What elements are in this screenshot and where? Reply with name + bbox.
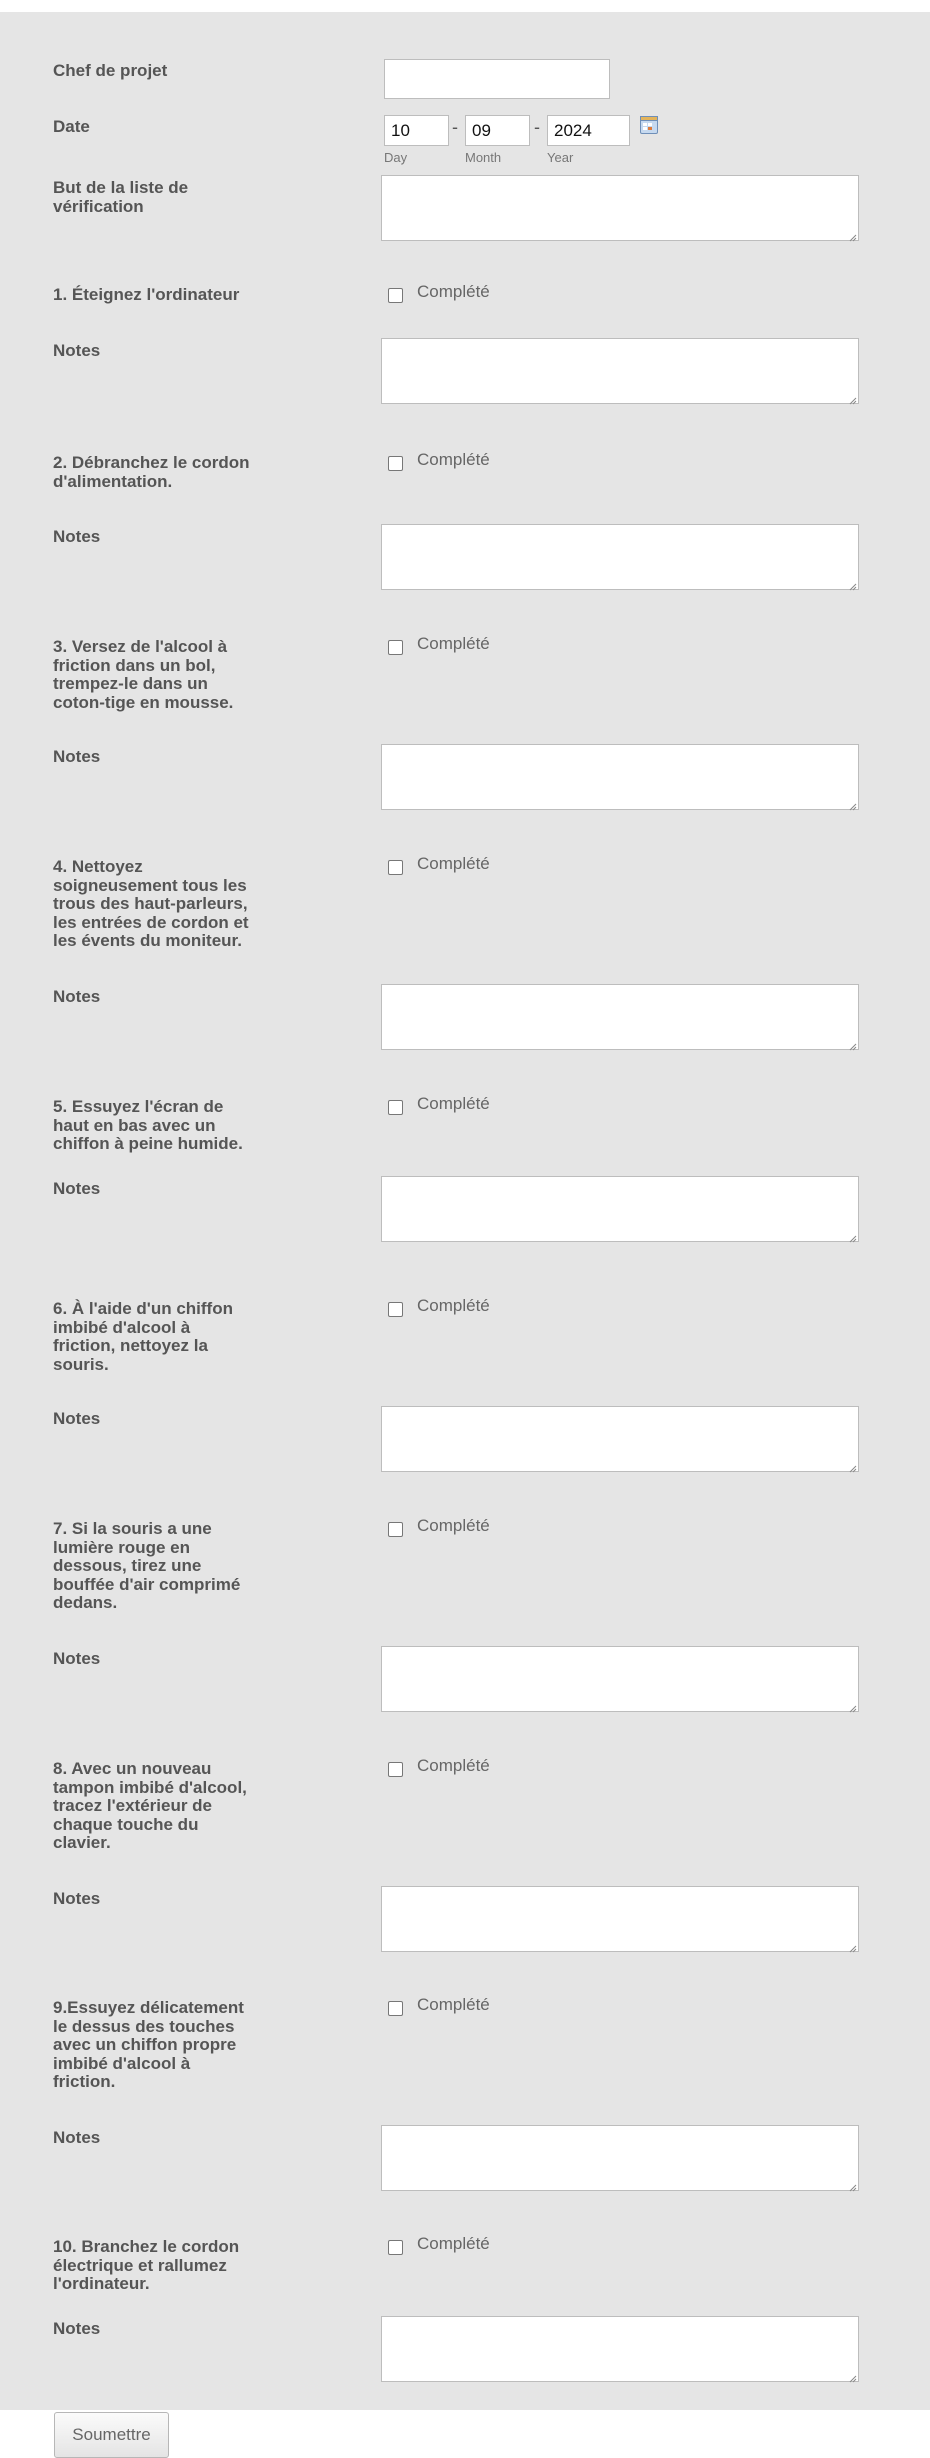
completed-checkbox[interactable] [388,1762,403,1777]
resize-grip-icon[interactable] [847,798,857,816]
completed-label[interactable]: Complété [417,1296,490,1315]
notes-label: Notes [53,1409,101,1428]
resize-grip-icon[interactable] [847,1940,857,1958]
step-label: 2. Débranchez le cordon d'alimentation. [53,453,250,491]
notes-label: Notes [53,747,101,766]
completed-label[interactable]: Complété [417,634,490,653]
completed-checkbox[interactable] [388,1100,403,1115]
resize-grip-icon[interactable] [847,1230,857,1248]
step-label: 5. Essuyez l'écran de haut en bas avec un chiffon à peine humide. [53,1097,243,1153]
project-lead-label: Chef de projet [53,61,168,80]
step-label: 1. Éteignez l'ordinateur [53,285,240,304]
year-input[interactable] [547,115,630,146]
completed-label[interactable]: Complété [417,1995,490,2014]
purpose-textarea[interactable] [381,175,859,241]
resize-grip-icon[interactable] [847,2179,857,2197]
completed-checkbox[interactable] [388,456,403,471]
notes-label: Notes [53,1649,101,1668]
notes-label: Notes [53,341,101,360]
purpose-label: But de la liste de vérification [53,178,189,216]
step-label: 8. Avec un nouveau tampon imbibé d'alcool, tracez l'extérieur de chaque touche du clavier. [53,1759,247,1852]
resize-grip-icon[interactable] [847,229,857,247]
resize-grip-icon[interactable] [847,1460,857,1478]
day-input[interactable] [384,115,449,146]
notes-textarea[interactable] [381,984,859,1050]
notes-label: Notes [53,1889,101,1908]
date-separator: - [534,117,540,137]
year-sublabel: Year [547,150,574,165]
notes-textarea[interactable] [381,1176,859,1242]
completed-checkbox[interactable] [388,1522,403,1537]
notes-textarea[interactable] [381,744,859,810]
notes-textarea[interactable] [381,1886,859,1952]
step-label: 7. Si la souris a une lumière rouge en dessous, tirez une bouffée d'air comprimé dedans. [53,1519,241,1612]
notes-label: Notes [53,987,101,1006]
completed-checkbox[interactable] [388,288,403,303]
submit-button[interactable]: Soumettre [54,2412,169,2458]
notes-label: Notes [53,527,101,546]
notes-textarea[interactable] [381,1406,859,1472]
completed-label[interactable]: Complété [417,854,490,873]
completed-label[interactable]: Complété [417,450,490,469]
completed-checkbox[interactable] [388,2001,403,2016]
checklist-form [0,12,930,2410]
completed-label[interactable]: Complété [417,1516,490,1535]
completed-checkbox[interactable] [388,640,403,655]
completed-label[interactable]: Complété [417,2234,490,2253]
month-sublabel: Month [465,150,502,165]
completed-label[interactable]: Complété [417,1756,490,1775]
notes-label: Notes [53,2128,101,2147]
step-label: 9.Essuyez délicatement le dessus des touches avec un chiffon propre imbibé d'alcool à friction. [53,1998,244,2091]
calendar-icon[interactable] [640,116,658,139]
completed-checkbox[interactable] [388,860,403,875]
notes-textarea[interactable] [381,2316,859,2382]
resize-grip-icon[interactable] [847,392,857,410]
resize-grip-icon[interactable] [847,578,857,596]
notes-textarea[interactable] [381,524,859,590]
step-label: 4. Nettoyez soigneusement tous les trous des haut-parleurs, les entrées de cordon et les évents du moniteur. [53,857,249,950]
project-lead-input[interactable] [384,59,610,99]
notes-label: Notes [53,1179,101,1198]
date-separator: - [452,117,458,137]
step-label: 10. Branchez le cordon électrique et rallumez l'ordinateur. [53,2237,240,2293]
resize-grip-icon[interactable] [847,2370,857,2388]
notes-label: Notes [53,2319,101,2338]
notes-textarea[interactable] [381,338,859,404]
notes-textarea[interactable] [381,1646,859,1712]
day-sublabel: Day [384,150,408,165]
completed-checkbox[interactable] [388,1302,403,1317]
completed-label[interactable]: Complété [417,1094,490,1113]
notes-textarea[interactable] [381,2125,859,2191]
resize-grip-icon[interactable] [847,1038,857,1056]
step-label: 3. Versez de l'alcool à friction dans un bol, trempez-le dans un coton-tige en mousse. [53,637,234,712]
date-label: Date [53,117,90,136]
step-label: 6. À l'aide d'un chiffon imbibé d'alcool à friction, nettoyez la souris. [53,1299,233,1374]
completed-label[interactable]: Complété [417,282,490,301]
completed-checkbox[interactable] [388,2240,403,2255]
resize-grip-icon[interactable] [847,1700,857,1718]
month-input[interactable] [465,115,530,146]
